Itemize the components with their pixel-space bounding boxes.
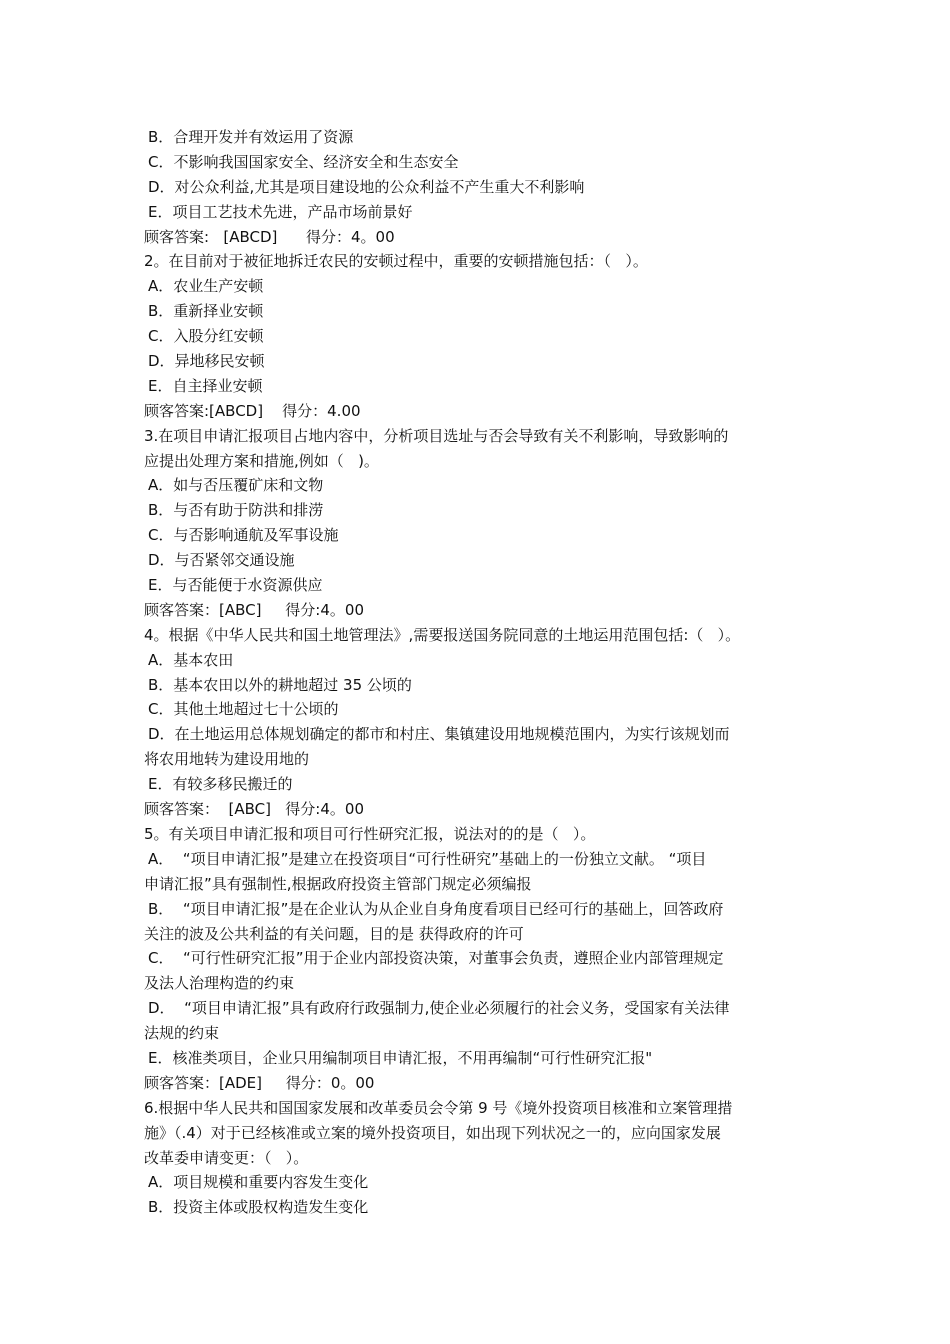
option-line: B．与否有助于防洪和排涝 (148, 501, 324, 520)
question-line: 及法人治理构造的约束 (144, 974, 295, 993)
option-line: D． “项目申请汇报”具有政府行政强制力,使企业必须履行的社会义务，受国家有关法律 (148, 999, 730, 1018)
answer-line: 顾客答案：[ADE] 得分：0。00 (144, 1073, 375, 1092)
question-line: 应提出处理方案和措施,例如（ )。 (144, 451, 379, 470)
document-body (144, 125, 810, 1220)
option-line: B．重新择业安顿 (148, 302, 264, 321)
question-line: 2。在目前对于被征地拆迁农民的安顿过程中，重要的安顿措施包括：（ ）。 (144, 252, 648, 271)
option-line: D．在土地运用总体规划确定的都市和村庄、集镇建设用地规模范围内，为实行该规划而 (148, 725, 730, 744)
option-line: E．核准类项目，企业只用编制项目申请汇报，不用再编制“可行性研究汇报" (148, 1048, 653, 1067)
option-line: A．项目规模和重要内容发生变化 (148, 1173, 369, 1192)
option-line: C． “可行性研究汇报”用于企业内部投资决策，对董事会负责，遵照企业内部管理规定 (148, 949, 724, 968)
question-line: 关注的波及公共利益的有关问题，目的是 获得政府的许可 (144, 924, 524, 943)
question-line: 改革委申请变更：（ ）。 (144, 1148, 309, 1167)
answer-line: 顾客答案： [ABC] 得分:4。00 (144, 800, 364, 819)
question-line: 5。有关项目申请汇报和项目可行性研究汇报，说法对的的是（ ）。 (144, 824, 596, 843)
question-line: 法规的约束 (144, 1024, 220, 1043)
option-line: A．农业生产安顿 (148, 277, 264, 296)
question-line: 3.在项目申请汇报项目占地内容中，分析项目选址与否会导致有关不利影响，导致影响的 (144, 426, 729, 445)
option-line: D．异地移民安顿 (148, 352, 265, 371)
option-line: C．与否影响通航及军事设施 (148, 526, 339, 545)
option-line: B．合理开发并有效运用了资源 (148, 128, 354, 146)
option-line: C．入股分红安顿 (148, 327, 264, 346)
question-line: 施》（.4）对于已经核准或立案的境外投资项目，如出现下列状况之一的，应向国家发展 (144, 1123, 721, 1142)
option-line: C．不影响我国国家安全、经济安全和生态安全 (148, 152, 459, 171)
question-line: 将农用地转为建设用地的 (144, 750, 310, 769)
answer-line: 顾客答案: [ABCD] 得分：4。00 (144, 227, 395, 246)
option-line: A． “项目申请汇报”是建立在投资项目“可行性研究”基础上的一份独立文献。 “项目 (148, 849, 707, 868)
question-line: 6.根据中华人民共和国国家发展和改革委员会令第 9 号《境外投资项目核准和立案管理措 (144, 1098, 733, 1117)
option-line: E．与否能便于水资源供应 (148, 576, 323, 595)
option-line: B．基本农田以外的耕地超过 35 公顷的 (148, 675, 412, 694)
option-line: E．有较多移民搬迁的 (148, 775, 293, 794)
answer-line: 顾客答案:[ABCD] 得分：4.00 (144, 401, 361, 420)
question-line: 4。根据《中华人民共和国土地管理法》,需要报送国务院同意的土地运用范围包括:（ ）。 (144, 625, 741, 644)
option-line: D．与否紧邻交通设施 (148, 551, 295, 570)
question-line: 申请汇报”具有强制性,根据政府投资主管部门规定必须编报 (144, 874, 532, 893)
option-line: E．自主择业安顿 (148, 376, 263, 395)
option-line: B． “项目申请汇报”是在企业认为从企业自身角度看项目已经可行的基础上，回答政府 (148, 899, 724, 918)
option-line: E．项目工艺技术先进，产品市场前景好 (148, 202, 413, 221)
option-line: D．对公众利益,尤其是项目建设地的公众利益不产生重大不利影响 (148, 177, 585, 196)
option-line: C．其他土地超过七十公顷的 (148, 700, 339, 719)
option-line: A．如与否压覆矿床和文物 (148, 476, 324, 495)
option-line: B．投资主体或股权构造发生变化 (148, 1198, 369, 1217)
option-line: A．基本农田 (148, 650, 234, 669)
answer-line: 顾客答案：[ABC] 得分:4。00 (144, 600, 364, 619)
